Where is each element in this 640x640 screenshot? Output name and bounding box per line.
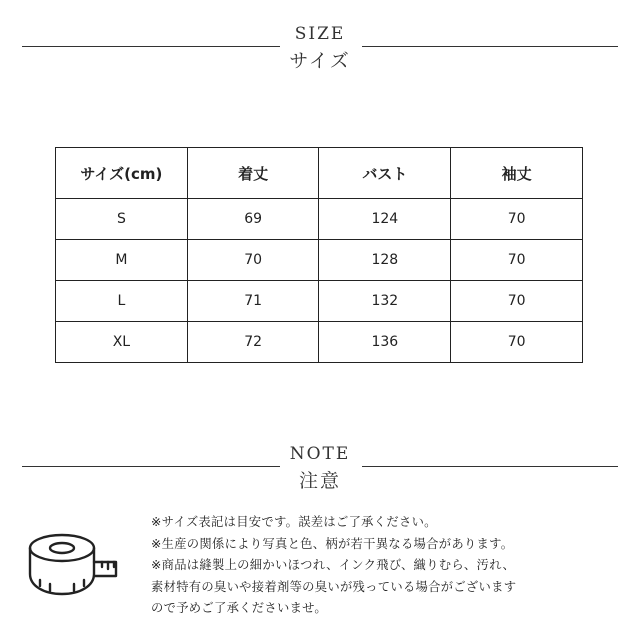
table-cell: 70	[451, 322, 583, 363]
table-cell: 128	[319, 240, 451, 281]
note-title-en: NOTE	[289, 444, 351, 464]
measuring-tape-icon	[22, 522, 122, 602]
table-cell: 71	[187, 281, 319, 322]
note-line: ので予めご了承くださいませ。	[151, 601, 327, 615]
table-cell: 124	[319, 199, 451, 240]
header-size: サイズ(cm)	[56, 148, 188, 199]
note-text	[151, 512, 621, 620]
table-row	[56, 199, 583, 240]
table-cell: S	[56, 199, 188, 240]
size-section-header	[0, 24, 640, 84]
size-title-en: SIZE	[294, 24, 346, 44]
note-line: ※生産の関係により写真と色、柄が若干異なる場合があります。	[151, 536, 514, 551]
note-section-header	[0, 444, 640, 504]
header-length: 着丈	[187, 148, 319, 199]
header-sleeve: 袖丈	[451, 148, 583, 199]
table-header-row	[56, 148, 583, 199]
note-title-ja: 注意	[298, 470, 341, 492]
header-bust: バスト	[319, 148, 451, 199]
table-cell: 72	[187, 322, 319, 363]
note-line: 素材特有の臭いや接着剤等の臭いが残っている場合がございます	[151, 579, 517, 594]
note-line: ※サイズ表記は目安です。誤差はご了承ください。	[151, 515, 437, 529]
table-cell: M	[56, 240, 188, 281]
table-cell: L	[56, 281, 188, 322]
size-title-ja: サイズ	[289, 50, 351, 72]
table-row	[56, 240, 583, 281]
table-cell: 70	[451, 199, 583, 240]
table-cell: 136	[319, 322, 451, 363]
size-table	[55, 147, 583, 363]
note-line: ※商品は縫製上の細かいほつれ、インク飛び、織りむら、汚れ、	[151, 558, 516, 572]
table-cell: 132	[319, 281, 451, 322]
table-cell: 70	[451, 240, 583, 281]
table-row	[56, 322, 583, 363]
table-row	[56, 281, 583, 322]
table-cell: XL	[56, 322, 188, 363]
table-cell: 70	[187, 240, 319, 281]
table-cell: 70	[451, 281, 583, 322]
table-cell: 69	[187, 199, 319, 240]
